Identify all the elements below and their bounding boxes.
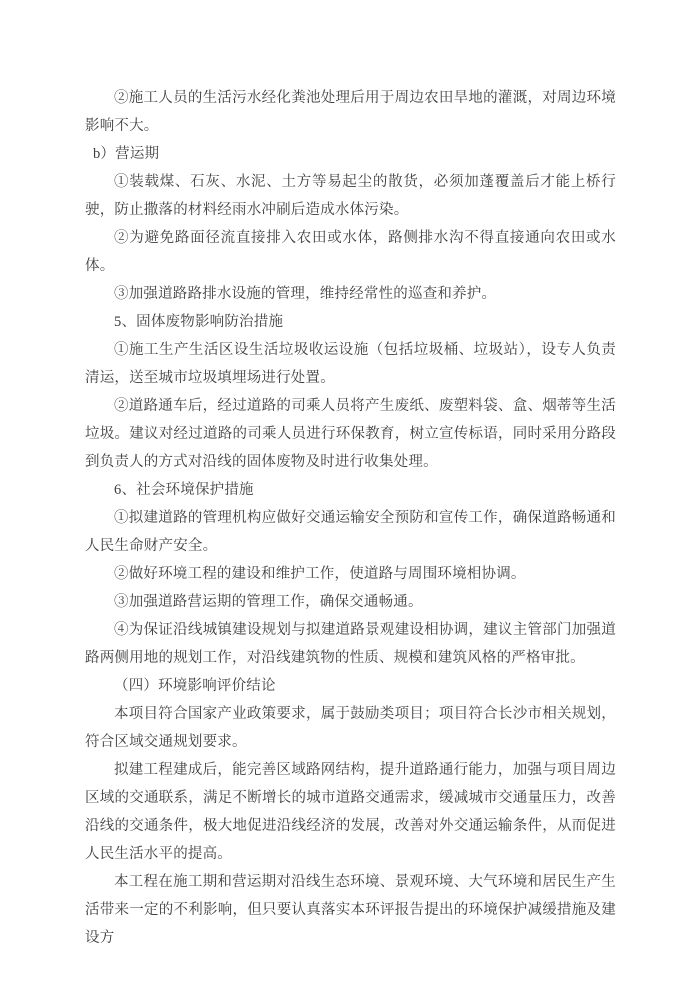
paragraph: 拟建工程建成后，能完善区域路网结构，提升道路通行能力，加强与项目周边区域的交通联系，满足不断增长的城市道路交通需求，缓减城市交通量压力，改善沿线的交通条件，极大地促进沿线经济的发展，改善对外交通运输条件，从而促进人民生活水平的提高。: [85, 762, 616, 862]
paragraph: ①拟建道路的管理机构应做好交通运输安全预防和宣传工作，确保道路畅通和人民生命财产安全。: [85, 510, 616, 554]
paragraph: ②为避免路面径流直接排入农田或水体，路侧排水沟不得直接通向农田或水体。: [85, 230, 616, 274]
paragraph: ②做好环境工程的建设和维护工作，使道路与周围环境相协调。: [114, 566, 526, 582]
paragraph: ④为保证沿线城镇建设规划与拟建道路景观建设相协调，建议主管部门加强道路两侧用地的规划工作，对沿线建筑物的性质、规模和建筑风格的严格审批。: [85, 622, 616, 666]
paragraph: 本工程在施工期和营运期对沿线生态环境、景观环境、大气环境和居民生产生活带来一定的不利影响，但只要认真落实本环评报告提出的环境保护减缓措施及建设方: [85, 874, 616, 946]
paragraph: ②道路通车后，经过道路的司乘人员将产生废纸、废塑料袋、盒、烟蒂等生活垃圾。建议对经过道路的司乘人员进行环保教育，树立宣传标语，同时采用分路段到负责人的方式对沿线的固体废物及时进行收集处理。: [85, 398, 616, 470]
paragraph: 本项目符合国家产业政策要求，属于鼓励类项目；项目符合长沙市相关规划，符合区域交通规划要求。: [85, 706, 616, 750]
paragraph: 5、固体废物影响防治措施: [114, 314, 284, 330]
paragraph: ①装载煤、石灰、水泥、土方等易起尘的散货，必须加蓬覆盖后才能上桥行驶，防止撒落的材料经雨水冲刷后造成水体污染。: [85, 174, 616, 218]
paragraph: （四）环境影响评价结论: [114, 678, 276, 694]
paragraph: b）营运期: [92, 146, 160, 162]
paragraph: ①施工生产生活区设生活垃圾收运设施（包括垃圾桶、垃圾站），设专人负责清运，送至城市垃圾填埋场进行处置。: [85, 342, 616, 386]
paragraph: ③加强道路营运期的管理工作，确保交通畅通。: [114, 594, 423, 610]
paragraph: ③加强道路路排水设施的管理，维持经常性的巡查和养护。: [114, 286, 497, 302]
paragraph: ②施工人员的生活污水经化粪池处理后用于周边农田旱地的灌溉，对周边环境影响不大。: [85, 90, 616, 134]
document-body: [85, 84, 616, 952]
paragraph: 6、社会环境保护措施: [114, 482, 254, 498]
